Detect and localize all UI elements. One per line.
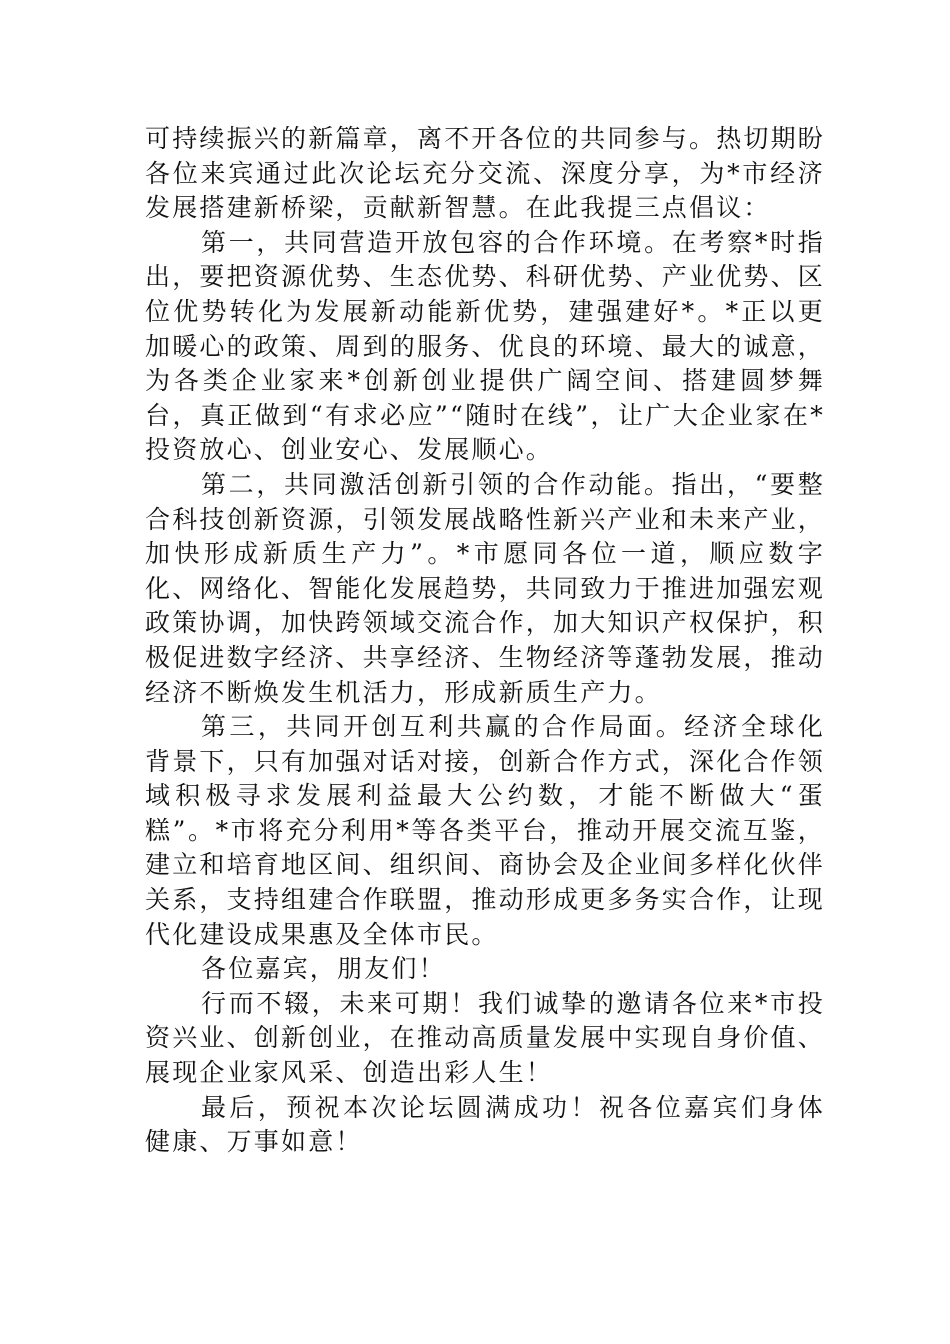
paragraph-proposal-two: 第二，共同激活创新引领的合作动能。指出，“要整合科技创新资源，引领发展战略性新兴产业和未来产业，加快形成新质生产力”。*市愿同各位一道，顺应数字化、网络化、智能化发展趋势，共同致力于推进加强宏观政策协调，加快跨领域交流合作，加大知识产权保护，积极促进数字经济、共享经济、生物经济等蓬勃发展，推动经济不断焕发生机活力，形成新质生产力。 [145, 469, 826, 707]
paragraph-intro: 可持续振兴的新篇章，离不开各位的共同参与。热切期盼各位来宾通过此次论坛充分交流、深度分享，为*市经济发展搭建新桥梁，贡献新智慧。在此我提三点倡议： [145, 124, 826, 223]
paragraph-invitation: 行而不辍，未来可期！我们诚挚的邀请各位来*市投资兴业、创新创业，在推动高质量发展中实现自身价值、展现企业家风采、创造出彩人生！ [145, 988, 826, 1088]
paragraph-closing: 最后，预祝本次论坛圆满成功！祝各位嘉宾们身体健康、万事如意！ [145, 1092, 825, 1157]
paragraph-proposal-three: 第三，共同开创互利共赢的合作局面。经济全球化背景下，只有加强对话对接，创新合作方式，深化合作领域积极寻求发展利益最大公约数，才能不断做大“蛋糕”。*市将充分利用*等各类平台，推动开展交流互鉴，建立和培育地区间、组织间、商协会及企业间多样化伙伴关系，支持组建合作联盟，推动形成更多务实合作，让现代化建设成果惠及全体市民。 [145, 712, 826, 949]
document-body [145, 122, 825, 1160]
paragraph-proposal-one: 第一，共同营造开放包容的合作环境。在考察*时指出，要把资源优势、生态优势、科研优势、产业优势、区位优势转化为发展新动能新优势，建强建好*。*正以更加暖心的政策、周到的服务、优良的环境、最大的诚意，为各类企业家来*创新创业提供广阔空间、搭建圆梦舞台，真正做到“有求必应”“随时在线”，让广大企业家在*投资放心、创业安心、发展顺心。 [145, 227, 826, 465]
paragraph-salutation: 各位嘉宾，朋友们！ [201, 954, 446, 984]
